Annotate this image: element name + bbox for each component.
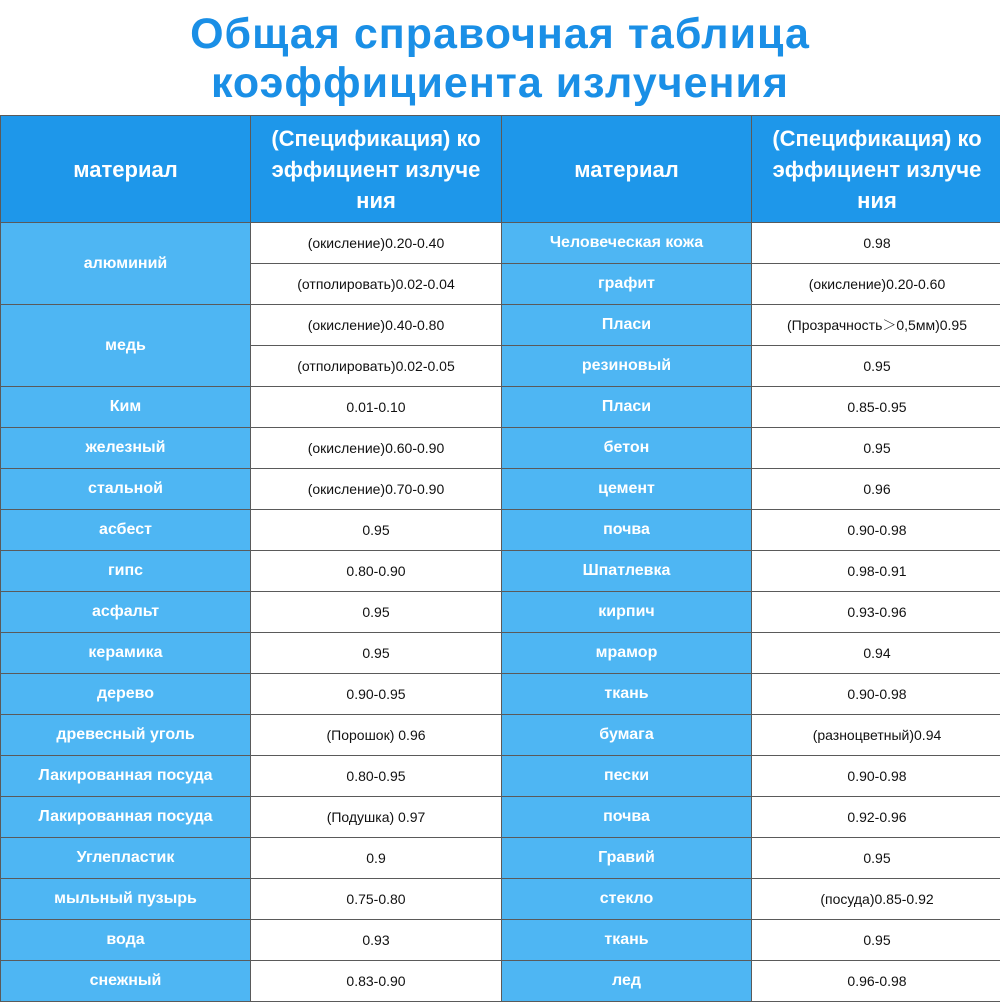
- value-cell: 0.90-0.98: [752, 510, 1000, 551]
- material-cell: керамика: [1, 633, 251, 674]
- material-cell: снежный: [1, 961, 251, 1002]
- header-material-right: материал: [502, 116, 752, 223]
- material-cell: резиновый: [502, 346, 752, 387]
- value-cell: 0.85-0.95: [752, 387, 1000, 428]
- material-cell: алюминий: [1, 223, 251, 305]
- material-cell: пески: [502, 756, 752, 797]
- material-cell: асбест: [1, 510, 251, 551]
- value-cell: (разноцветный)0.94: [752, 715, 1000, 756]
- value-cell: 0.95: [752, 920, 1000, 961]
- value-cell: (Подушка) 0.97: [251, 797, 502, 838]
- value-cell: 0.95: [752, 346, 1000, 387]
- value-cell: 0.98-0.91: [752, 551, 1000, 592]
- table-row: [1, 879, 1000, 920]
- material-cell: Шпатлевка: [502, 551, 752, 592]
- value-cell: 0.92-0.96: [752, 797, 1000, 838]
- material-cell: бумага: [502, 715, 752, 756]
- table-row: [1, 920, 1000, 961]
- value-cell: 0.98: [752, 223, 1000, 264]
- table-row: [1, 387, 1000, 428]
- value-cell: 0.95: [752, 838, 1000, 879]
- material-cell: древесный уголь: [1, 715, 251, 756]
- value-cell: 0.90-0.98: [752, 674, 1000, 715]
- material-cell: бетон: [502, 428, 752, 469]
- value-cell: 0.80-0.90: [251, 551, 502, 592]
- material-cell: мыльный пузырь: [1, 879, 251, 920]
- table-row: [1, 838, 1000, 879]
- material-cell: Ким: [1, 387, 251, 428]
- table-row: [1, 715, 1000, 756]
- material-cell: ткань: [502, 674, 752, 715]
- material-cell: стальной: [1, 469, 251, 510]
- value-cell: 0.75-0.80: [251, 879, 502, 920]
- value-cell: 0.9: [251, 838, 502, 879]
- material-cell: ткань: [502, 920, 752, 961]
- value-cell: (окисление)0.20-0.60: [752, 264, 1000, 305]
- value-cell: (отполировать)0.02-0.04: [251, 264, 502, 305]
- material-cell: почва: [502, 797, 752, 838]
- value-cell: 0.83-0.90: [251, 961, 502, 1002]
- value-cell: 0.95: [251, 592, 502, 633]
- material-cell: Гравий: [502, 838, 752, 879]
- material-cell: лед: [502, 961, 752, 1002]
- header-row: [1, 116, 1000, 223]
- material-cell: медь: [1, 305, 251, 387]
- table-row: [1, 592, 1000, 633]
- value-cell: 0.80-0.95: [251, 756, 502, 797]
- value-cell: 0.95: [752, 428, 1000, 469]
- table-row: [1, 510, 1000, 551]
- value-cell: 0.01-0.10: [251, 387, 502, 428]
- material-cell: вода: [1, 920, 251, 961]
- table-row: [1, 674, 1000, 715]
- header-coefficient-right: (Спецификация) ко эффициент излуче ния: [752, 116, 1000, 223]
- material-cell: железный: [1, 428, 251, 469]
- material-cell: мрамор: [502, 633, 752, 674]
- title-line-1: Общая справочная таблица: [0, 10, 1000, 59]
- material-cell: графит: [502, 264, 752, 305]
- value-cell: 0.95: [251, 510, 502, 551]
- table-row: [1, 633, 1000, 674]
- value-cell: 0.96-0.98: [752, 961, 1000, 1002]
- table-row: [1, 797, 1000, 838]
- header-coefficient-left: (Спецификация) ко эффициент излуче ния: [251, 116, 502, 223]
- value-cell: 0.95: [251, 633, 502, 674]
- value-cell: (окисление)0.40-0.80: [251, 305, 502, 346]
- material-cell: Пласи: [502, 305, 752, 346]
- material-cell: цемент: [502, 469, 752, 510]
- value-cell: 0.96: [752, 469, 1000, 510]
- value-cell: 0.90-0.98: [752, 756, 1000, 797]
- table-row: [1, 305, 1000, 346]
- table-row: [1, 961, 1000, 1002]
- value-cell: (посуда)0.85-0.92: [752, 879, 1000, 920]
- material-cell: стекло: [502, 879, 752, 920]
- table-row: [1, 469, 1000, 510]
- material-cell: Пласи: [502, 387, 752, 428]
- value-cell: (Порошок) 0.96: [251, 715, 502, 756]
- material-cell: Лакированная посуда: [1, 797, 251, 838]
- table-row: [1, 551, 1000, 592]
- header-material-left: материал: [1, 116, 251, 223]
- value-cell: 0.93: [251, 920, 502, 961]
- material-cell: дерево: [1, 674, 251, 715]
- title-line-2: коэффициента излучения: [0, 59, 1000, 108]
- material-cell: кирпич: [502, 592, 752, 633]
- material-cell: асфальт: [1, 592, 251, 633]
- emissivity-table: [0, 115, 1000, 1002]
- value-cell: (отполировать)0.02-0.05: [251, 346, 502, 387]
- material-cell: Углепластик: [1, 838, 251, 879]
- table-row: [1, 428, 1000, 469]
- value-cell: 0.94: [752, 633, 1000, 674]
- value-cell: (окисление)0.60-0.90: [251, 428, 502, 469]
- value-cell: (окисление)0.20-0.40: [251, 223, 502, 264]
- value-cell: 0.90-0.95: [251, 674, 502, 715]
- table-row: [1, 756, 1000, 797]
- page-title: [0, 0, 1000, 115]
- table-row: [1, 223, 1000, 264]
- value-cell: 0.93-0.96: [752, 592, 1000, 633]
- material-cell: почва: [502, 510, 752, 551]
- material-cell: Человеческая кожа: [502, 223, 752, 264]
- value-cell: (окисление)0.70-0.90: [251, 469, 502, 510]
- material-cell: гипс: [1, 551, 251, 592]
- value-cell: (Прозрачность＞0,5мм)0.95: [752, 305, 1000, 346]
- material-cell: Лакированная посуда: [1, 756, 251, 797]
